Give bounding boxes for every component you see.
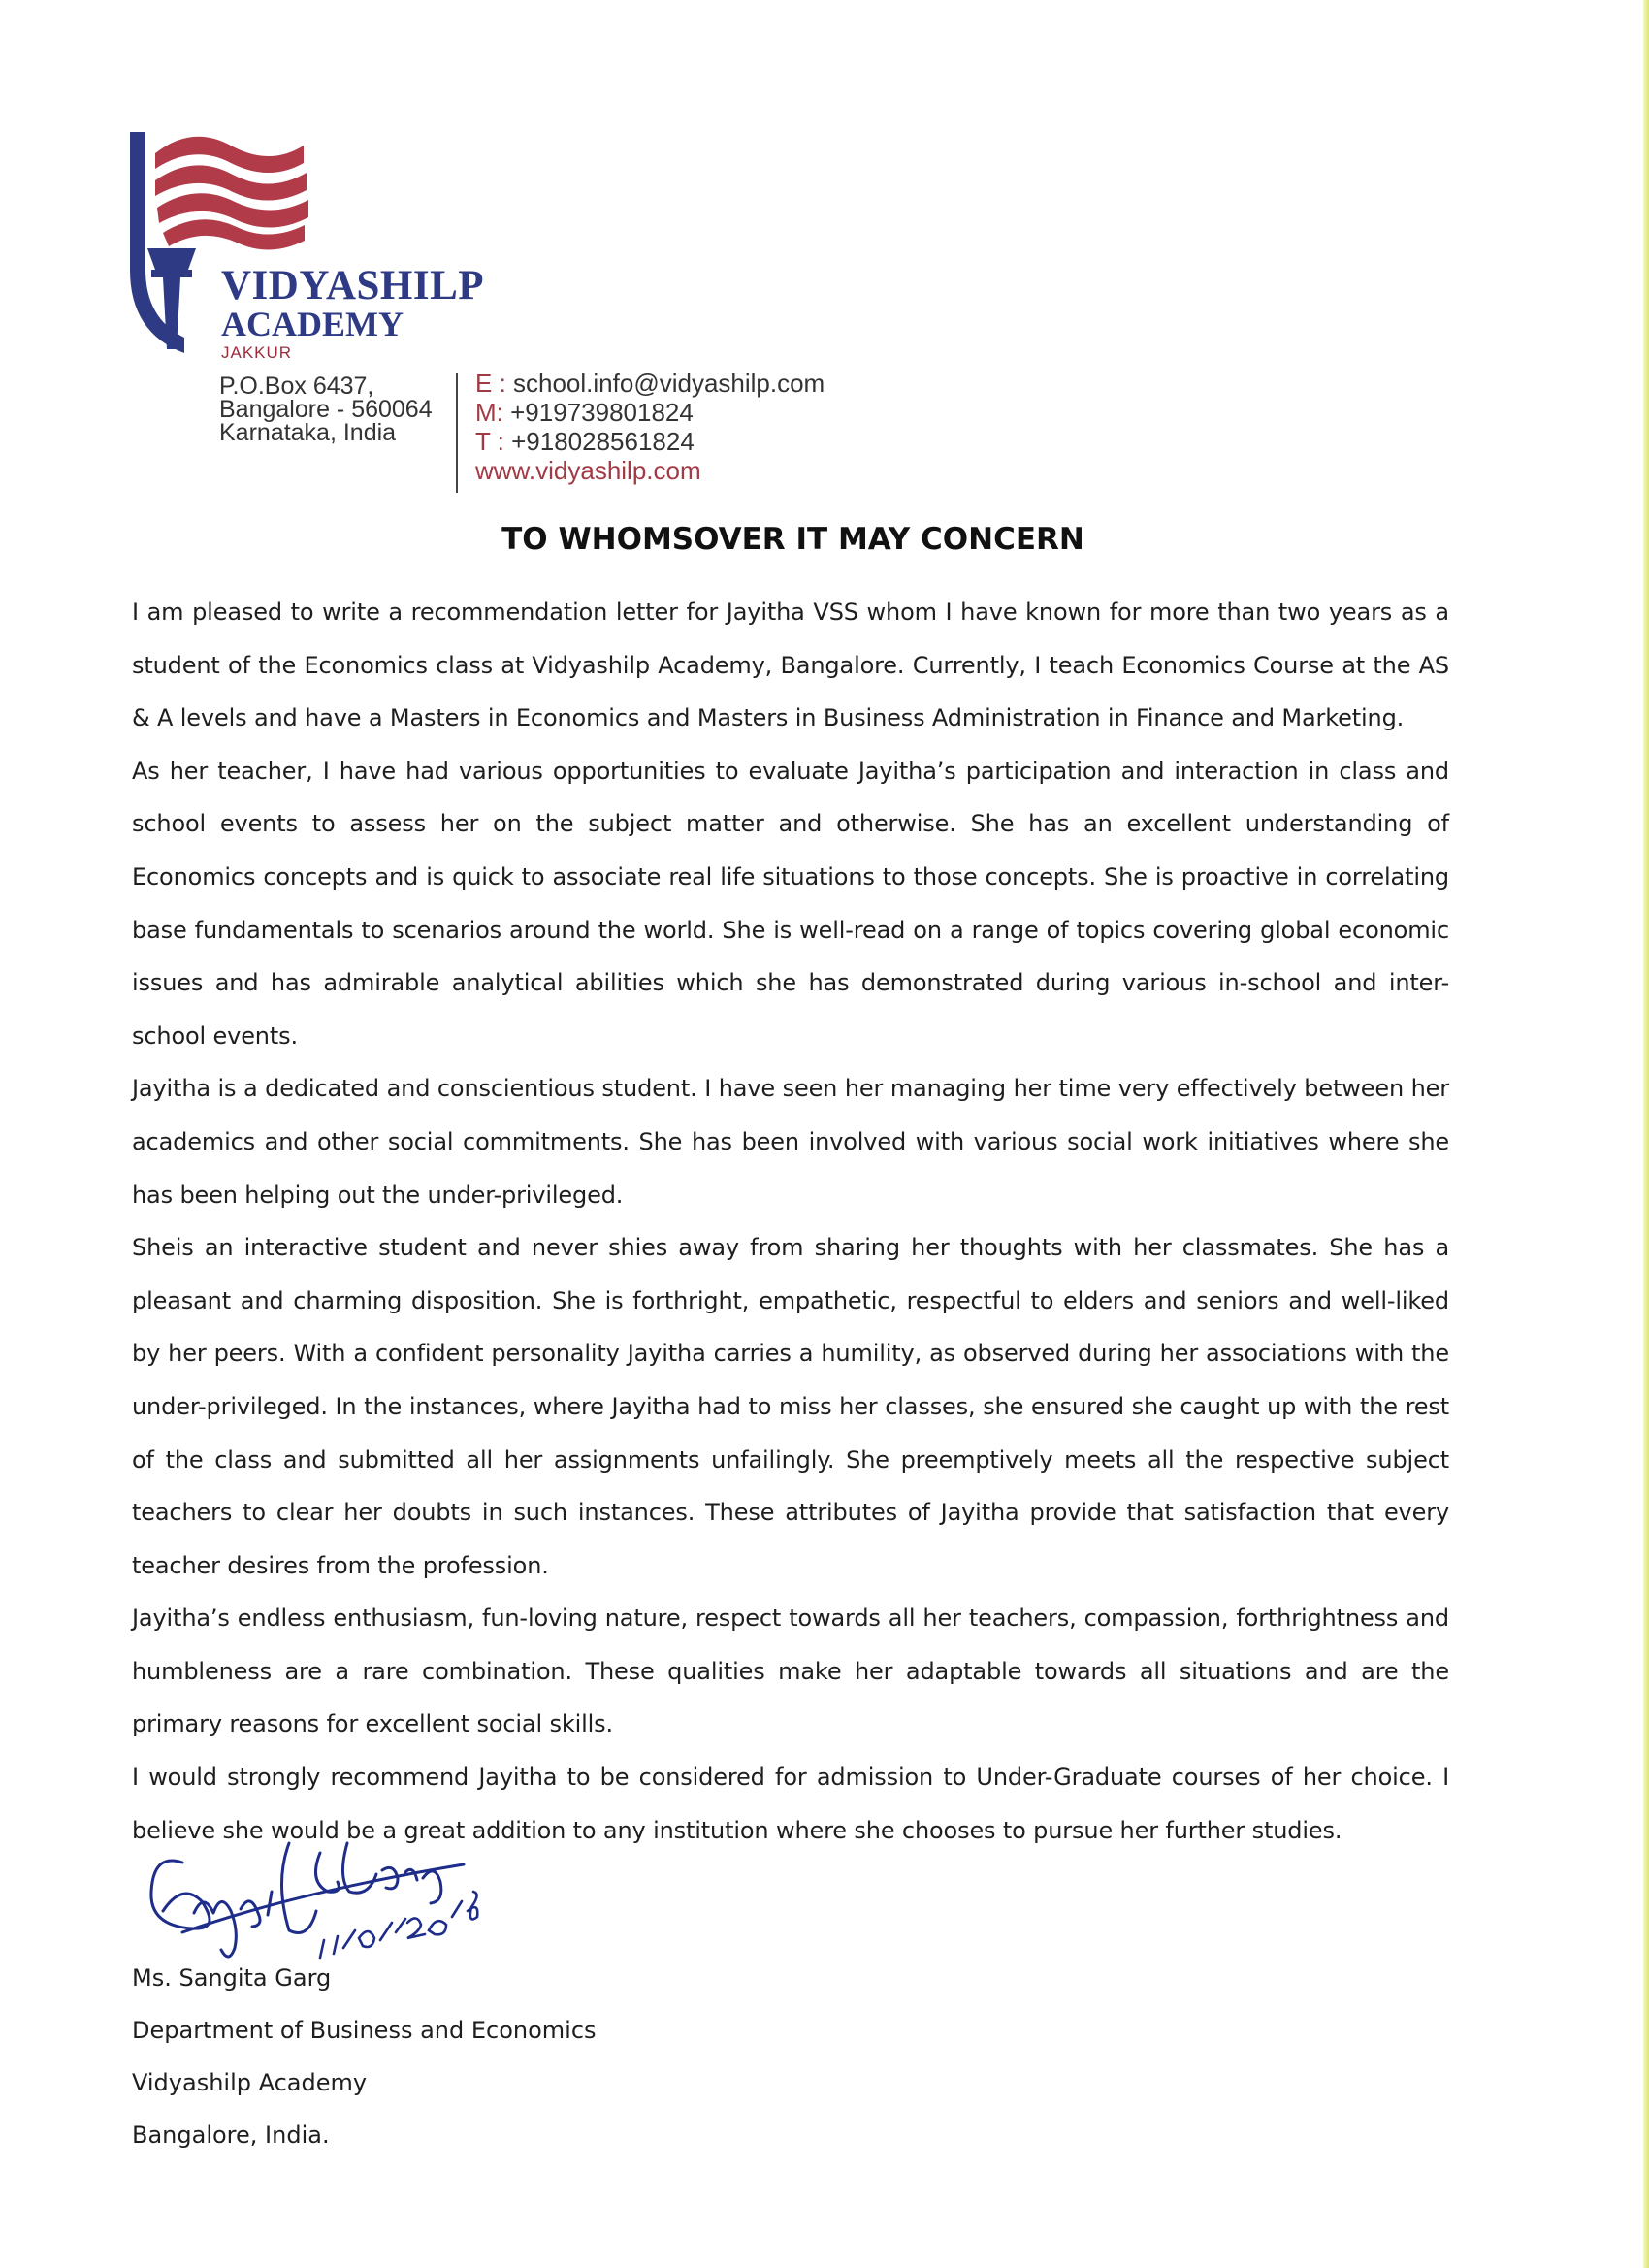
brand-subname: ACADEMY bbox=[221, 305, 404, 343]
contact-email: E : school.info@vidyashilp.com bbox=[475, 369, 825, 398]
signatory-institution: Vidyashilp Academy bbox=[132, 2069, 368, 2096]
body-paragraph: Sheis an interactive student and never shies away from sharing her thoughts with her classmates. She has a pleasant and charming disposition. She is forthright, empathetic, respectful to elders and seniors and well-liked by her peers. With a confident personality Jayitha carries a humility, as observed during her associations with the under-privileged. In the instances, where Jayitha had to miss her classes, she ensured she caught up with the rest of the class and submitted all her assignments unfailingly. She preemptively meets all the respective subject teachers to clear her doubts in such instances. These attributes of Jayitha provide that satisfaction that every teacher desires from the profession. bbox=[132, 1234, 1449, 1579]
brand-name: VIDYASHILP bbox=[221, 263, 485, 308]
address-line: Karnataka, India bbox=[219, 419, 397, 446]
page-edge bbox=[1643, 0, 1649, 2268]
telephone-number: +918028561824 bbox=[511, 427, 695, 456]
postal-address bbox=[219, 374, 433, 444]
address-line: Bangalore - 560064 bbox=[219, 396, 433, 423]
body-paragraph: Jayitha is a dedicated and conscientious student. I have seen her managing her time very effectively between her academics and other social commitments. She has been involved with various social work initiatives where she has been helping out the under-privileged. bbox=[132, 1075, 1449, 1209]
contact-block bbox=[475, 369, 824, 485]
body-paragraph: As her teacher, I have had various opportunities to evaluate Jayitha’s participation and interaction in class and school events to assess her on the subject matter and otherwise. She has an excellent understanding of Economics concepts and is quick to associate real life situations to those concepts. She is proactive in correlating base fundamentals to scenarios around the world. She is well-read on a range of topics covering global economic issues and has admirable analytical abilities which she has demonstrated during various in-school and inter-school events. bbox=[132, 757, 1449, 1050]
signatory-block bbox=[132, 1952, 597, 2161]
contact-divider bbox=[456, 373, 458, 493]
logo-flag-stripe bbox=[155, 137, 304, 173]
logo-torch-ring bbox=[151, 270, 192, 277]
brand-wordmark bbox=[221, 264, 484, 363]
signatory-location: Bangalore, India. bbox=[132, 2122, 330, 2149]
website-link[interactable]: www.vidyashilp.com bbox=[475, 456, 701, 485]
brand-location: JAKKUR bbox=[221, 343, 293, 362]
contact-mobile: M: +919739801824 bbox=[475, 398, 694, 427]
body-paragraph: Jayitha’s endless enthusiasm, fun-loving nature, respect towards all her teachers, compassion, forthrightness and humbleness are a rare combination. These qualities make her adaptable towards all situations and are the primary reasons for excellent social skills. bbox=[132, 1604, 1449, 1738]
contact-key: M bbox=[475, 398, 497, 427]
body-paragraph: I am pleased to write a recommendation letter for Jayitha VSS whom I have known for more than two years as a student of the Economics class at Vidyashilp Academy, Bangalore. Currently, I teach Economics Course at the AS & A levels and have a Masters in Economics and Masters in Business Administration in Finance and Marketing. bbox=[132, 599, 1449, 732]
letter-body bbox=[132, 586, 1449, 1857]
contact-telephone: T : +918028561824 bbox=[475, 427, 695, 456]
email-link[interactable]: school.info@vidyashilp.com bbox=[513, 369, 825, 398]
mobile-number: +919739801824 bbox=[510, 398, 694, 427]
logo-flag-stripe bbox=[157, 193, 308, 227]
address-line: P.O.Box 6437, bbox=[219, 373, 374, 400]
signatory-name: Ms. Sangita Garg bbox=[132, 1964, 332, 1992]
logo-torch-cup bbox=[147, 248, 196, 270]
contact-key: E bbox=[475, 369, 493, 398]
contact-key: T bbox=[475, 427, 491, 456]
body-paragraph: I would strongly recommend Jayitha to be considered for admission to Under-Graduate courses of her choice. I believe she would be a great addition to any institution where she chooses to pursue her further studies. bbox=[132, 1764, 1449, 1844]
signatory-department: Department of Business and Economics bbox=[132, 2017, 597, 2044]
letter-heading: TO WHOMSOVER IT MAY CONCERN bbox=[501, 522, 1084, 557]
